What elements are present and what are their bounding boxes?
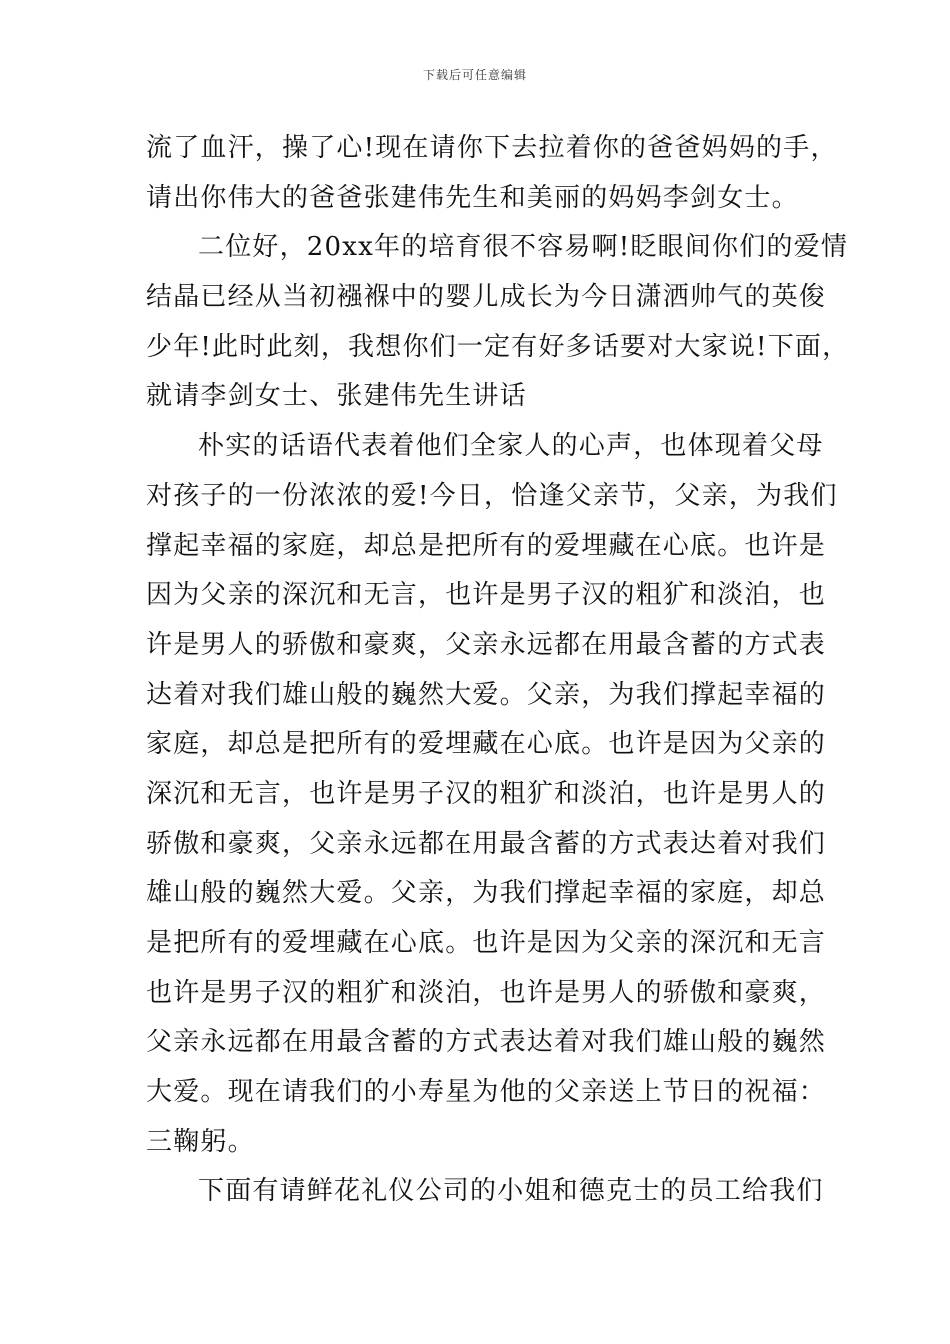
text-line: 因为父亲的深沉和无言，也许是男子汉的粗犷和淡泊，也 — [146, 580, 827, 611]
text-line: 雄山般的巍然大爱。父亲，为我们撑起幸福的家庭，却总 — [146, 878, 827, 909]
text-line: 撑起幸福的家庭，却总是把所有的爱埋藏在心底。也许是 — [146, 530, 827, 561]
text-line: 骄傲和豪爽，父亲永远都在用最含蓄的方式表达着对我们 — [146, 828, 827, 859]
paragraph-start-line: 二位好，20xx年的培育很不容易啊!眨眼间你们的爱情 — [198, 232, 849, 263]
document-body — [146, 124, 850, 1217]
paragraph-start-line: 下面有请鲜花礼仪公司的小姐和德克士的员工给我们 — [198, 1176, 824, 1207]
text-line: 是把所有的爱埋藏在心底。也许是因为父亲的深沉和无言 — [146, 928, 827, 958]
text-line: 流了血汗，操了心!现在请你下去拉着你的爸爸妈妈的手， — [146, 133, 838, 163]
text-line: 家庭，却总是把所有的爱埋藏在心底。也许是因为父亲的 — [146, 729, 827, 760]
text-line: 请出你伟大的爸爸张建伟先生和美丽的妈妈李剑女士。 — [146, 182, 799, 213]
text-line: 许是男人的骄傲和豪爽，父亲永远都在用最含蓄的方式表 — [146, 629, 827, 660]
text-line: 父亲永远都在用最含蓄的方式表达着对我们雄山般的巍然 — [146, 1027, 827, 1058]
text-line: 深沉和无言，也许是男子汉的粗犷和淡泊，也许是男人的 — [146, 778, 827, 809]
paragraph-start-line: 朴实的话语代表着他们全家人的心声，也体现着父母 — [198, 431, 824, 462]
text-line: 也许是男子汉的粗犷和淡泊，也许是男人的骄傲和豪爽， — [146, 977, 827, 1008]
text-line: 三鞠躬。 — [146, 1126, 255, 1157]
text-line: 就请李剑女士、张建伟先生讲话 — [146, 381, 527, 412]
text-line: 大爱。现在请我们的小寿星为他的父亲送上节日的祝福： — [146, 1077, 827, 1108]
page-header: 下载后可任意编辑 — [422, 68, 527, 82]
text-line: 少年!此时此刻，我想你们一定有好多话要对大家说!下面， — [146, 331, 850, 362]
text-line: 达着对我们雄山般的巍然大爱。父亲，为我们撑起幸福的 — [146, 679, 827, 710]
text-line: 结晶已经从当初襁褓中的婴儿成长为今日潇洒帅气的英俊 — [146, 282, 827, 313]
text-line: 对孩子的一份浓浓的爱!今日，恰逢父亲节，父亲，为我们 — [146, 480, 838, 511]
